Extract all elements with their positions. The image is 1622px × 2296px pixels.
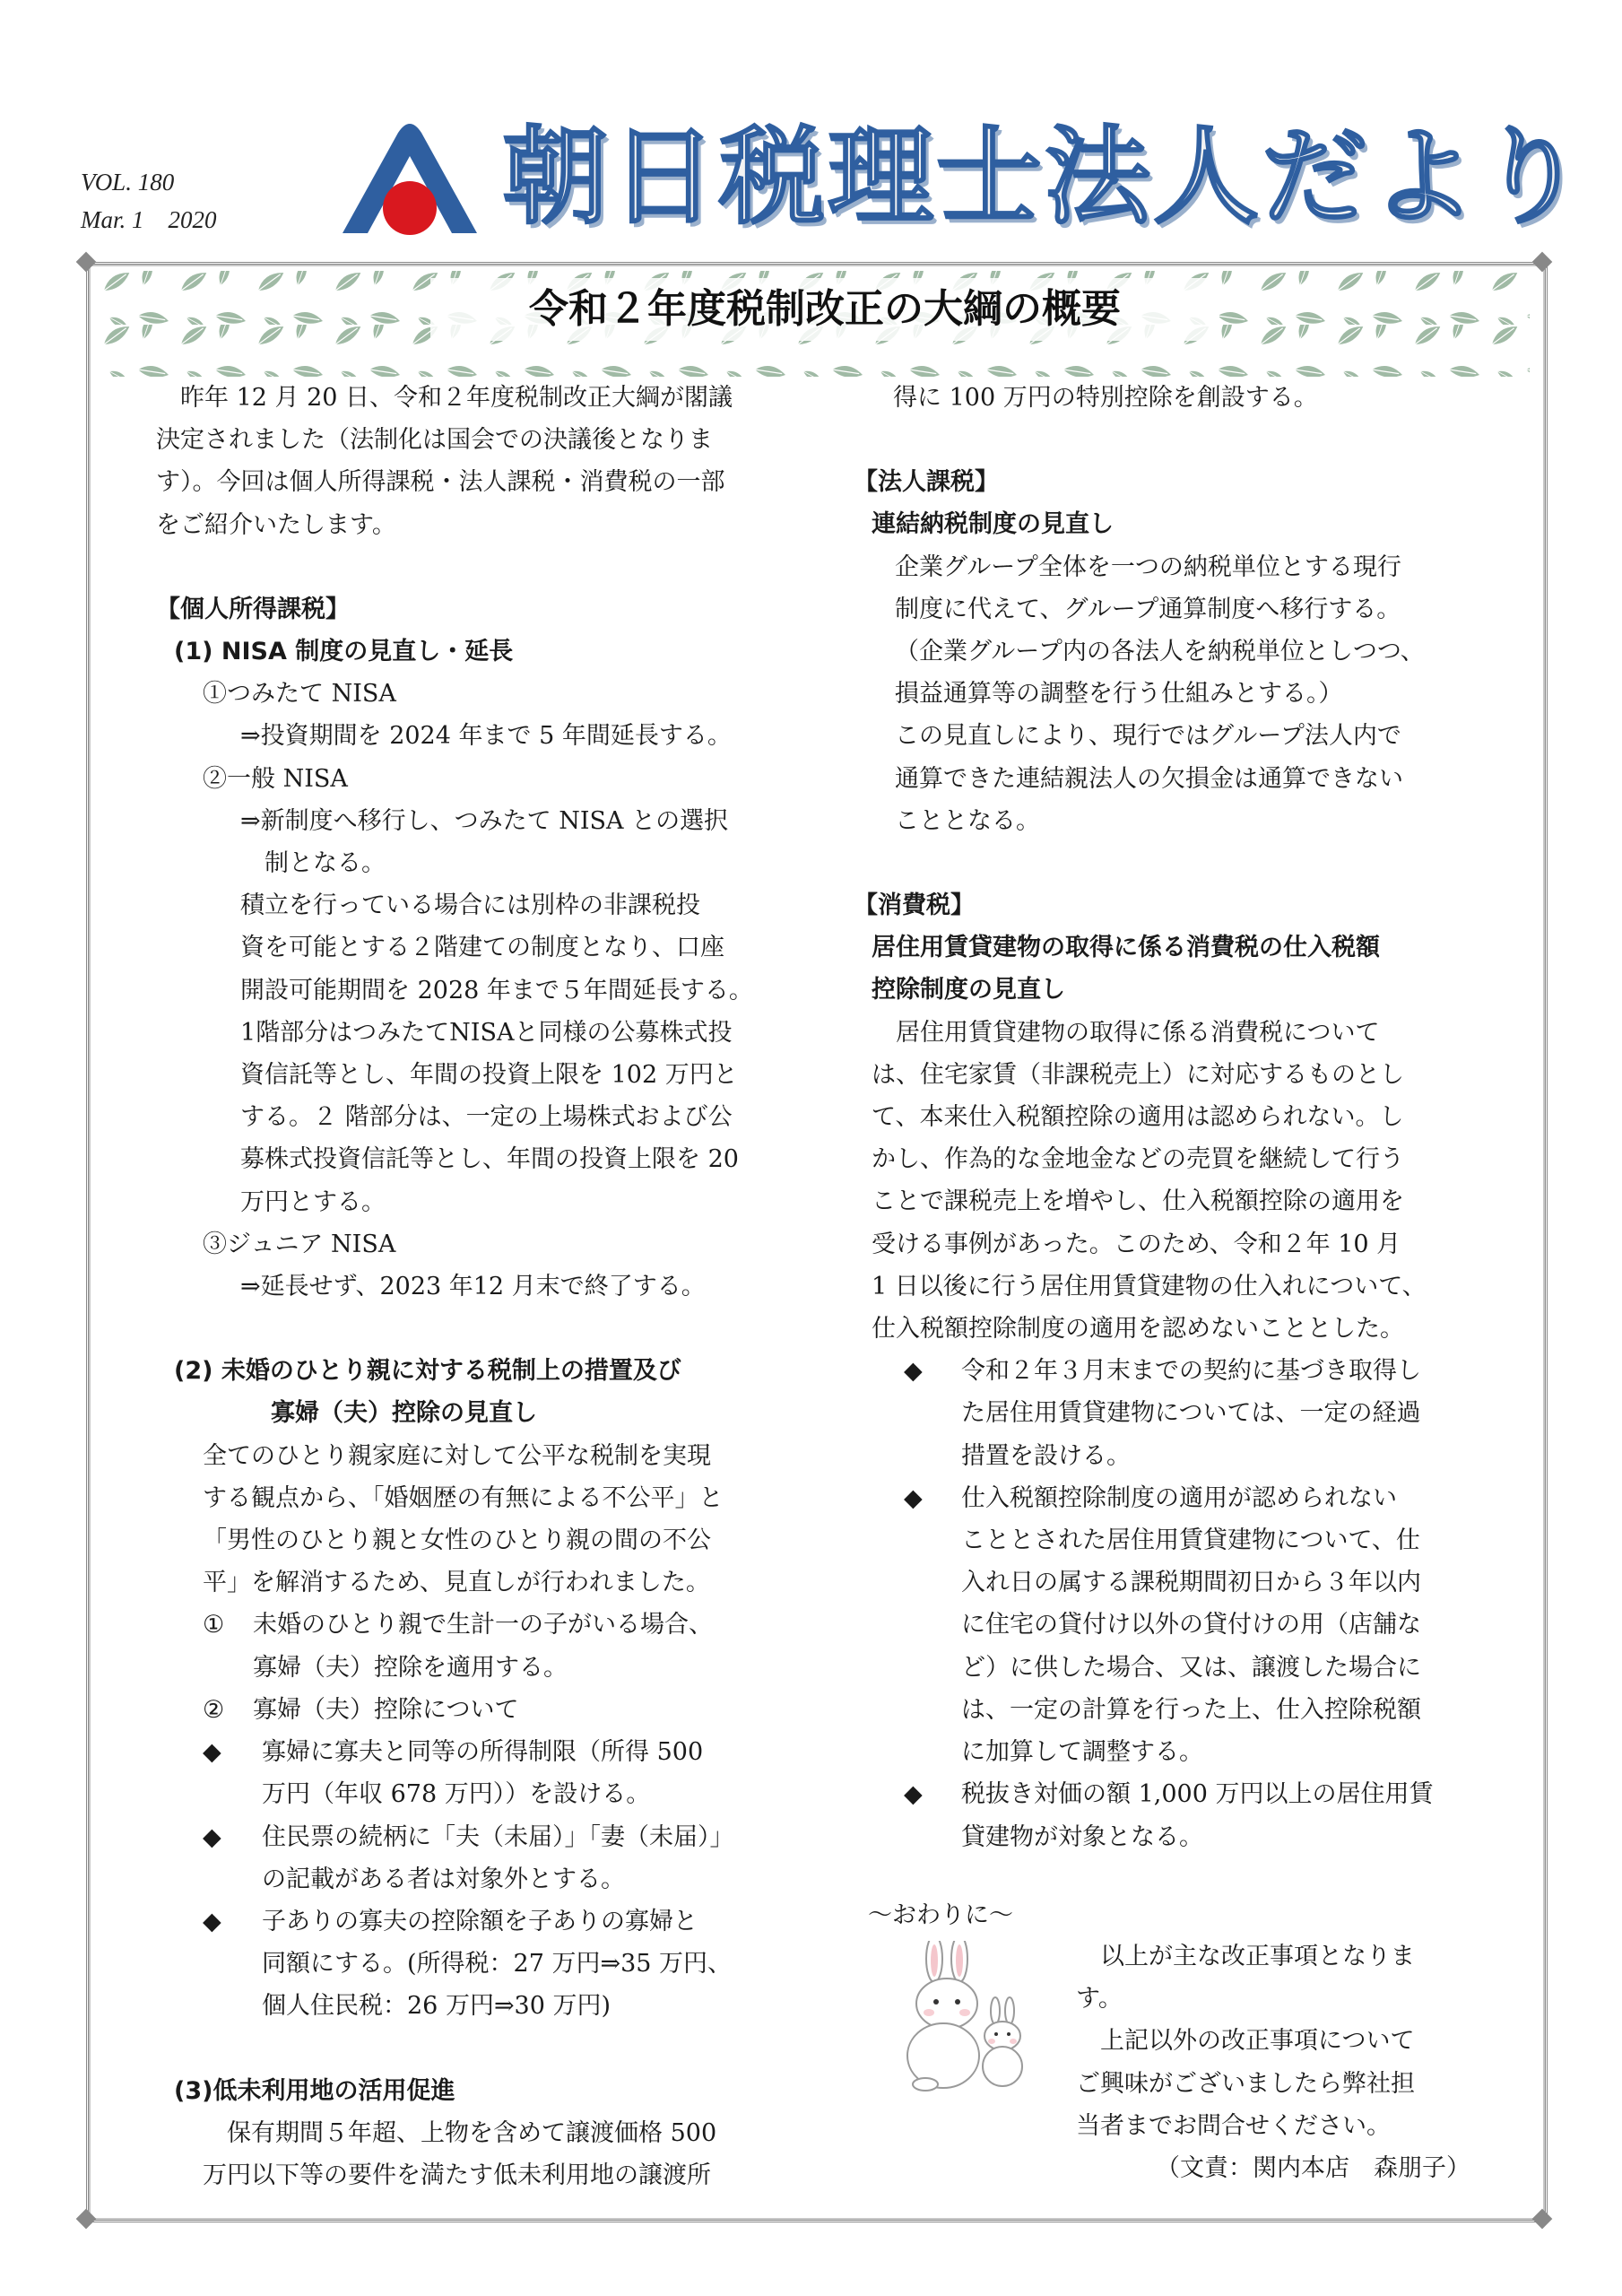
general-nisa-line: 開設可能期間を 2028 年まで５年間延長する。 xyxy=(240,976,753,1004)
low-use-land-heading: (3)低未利用地の活用促進 xyxy=(174,2076,455,2105)
list-item-line: 未婚のひとり親で生計一の子がいる場合、 xyxy=(253,1611,713,1639)
company-logo xyxy=(334,115,486,240)
volume-number: VOL. 180 xyxy=(81,169,175,196)
diamond-bullet-icon: ◆ xyxy=(904,1780,923,1809)
list-item-line: 万円（年収 678 万円））を設ける。 xyxy=(262,1780,651,1809)
consolidated-tax-line: 損益通算等の調整を行う仕組みとする。） xyxy=(895,680,1343,709)
general-nisa-label: ②一般 NISA xyxy=(203,764,348,793)
general-nisa-line: 募株式投資信託等とし、年間の投資上限を 20 xyxy=(240,1145,739,1174)
consumption-tax-heading: 控除制度の見直し xyxy=(872,976,1065,1004)
diamond-bullet-icon: ◆ xyxy=(203,1822,221,1851)
issue-date: Mar. 1 2020 xyxy=(81,206,217,233)
low-use-land-body-line: 万円以下等の要件を満たす低未利用地の譲渡所 xyxy=(203,2161,711,2189)
list-item-line: 令和２年３月末までの契約に基づき取得し xyxy=(961,1357,1421,1386)
list-item-line: た居住用賃貸建物については、一定の経過 xyxy=(961,1399,1421,1428)
consolidated-tax-line: （企業グループ内の各法人を納税単位としつつ、 xyxy=(895,638,1425,666)
tsumitate-nisa-label: ①つみたて NISA xyxy=(203,680,396,709)
consumption-tax-line: ことで課税売上を増やし、仕入税額控除の適用を xyxy=(872,1187,1404,1216)
consolidated-tax-line: 企業グループ全体を一つの納税単位とする現行 xyxy=(895,552,1401,581)
consumption-tax-line: 仕入税額控除制度の適用を認めないこととした。 xyxy=(872,1315,1404,1344)
list-item xyxy=(854,1350,1481,1477)
consumption-tax-line: 居住用賃貸建物の取得に係る消費税について xyxy=(872,1018,1380,1047)
low-use-land-body-cont: 得に 100 万円の特別控除を創設する。 xyxy=(893,384,1318,412)
left-column xyxy=(156,377,776,2196)
junior-nisa-text: ⇒延長せず、2023 年12 月末で終了する。 xyxy=(240,1273,706,1301)
section-title-consumption-tax: 【消費税】 xyxy=(854,891,975,920)
diamond-bullet-icon: ◆ xyxy=(203,1907,221,1935)
diamond-bullet-icon: ◆ xyxy=(904,1483,923,1512)
consolidated-tax-line: 制度に代えて、グループ通算制度へ移行する。 xyxy=(895,595,1401,623)
diamond-bullet-icon: ◆ xyxy=(904,1357,923,1386)
issue-info xyxy=(81,163,217,239)
low-use-land-body-line: 保有期間５年超、上物を含めて譲渡価格 500 xyxy=(203,2118,717,2147)
intro-line: 決定されました（法制化は国会での決議後となりま xyxy=(156,426,713,455)
single-parent-body-line: 全てのひとり親家庭に対して公平な税制を実現 xyxy=(203,1441,711,1470)
list-item-line: 寡婦に寡夫と同等の所得制限（所得 500 xyxy=(262,1738,704,1767)
closing-line: す。 xyxy=(1076,1985,1123,2013)
list-item-line: の記載がある者は対象外とする。 xyxy=(262,1865,625,1893)
closing-title: ～おわりに～ xyxy=(868,1901,1013,1929)
list-item-line: に住宅の貸付け以外の貸付けの用（店舗な xyxy=(961,1611,1421,1639)
section-title-corporate: 【法人課税】 xyxy=(854,468,999,497)
consumption-tax-line: 受ける事例があった。このため、令和２年 10 月 xyxy=(872,1230,1401,1258)
general-nisa-line: ⇒新制度へ移行し、つみたて NISA との選択 xyxy=(240,806,729,835)
list-item-line: 同額にする。(所得税：27 万円⇒35 万円、 xyxy=(262,1950,733,1979)
list-item-line: 住民票の続柄に「夫（未届）」「妻（未届）」 xyxy=(262,1822,734,1851)
list-item-line: 税抜き対価の額 1,000 万円以上の居住用賃 xyxy=(961,1780,1434,1809)
consolidated-tax-line: この見直しにより、現行ではグループ法人内で xyxy=(895,722,1401,751)
single-parent-body-line: 「男性のひとり親と女性のひとり親の間の不公 xyxy=(203,1526,711,1555)
single-parent-body-line: する観点から、「婚姻歴の有無による不公平」と xyxy=(203,1483,724,1512)
list-item-line: 仕入税額控除制度の適用が認められない xyxy=(961,1483,1397,1512)
consumption-tax-line: て、本来仕入税額控除の適用は認められない。し xyxy=(872,1103,1404,1132)
closing-line: 以上が主な改正事項となりま xyxy=(1076,1943,1415,1970)
general-nisa-line: 万円とする。 xyxy=(240,1187,386,1216)
consumption-tax-line: 1 日以後に行う居住用賃貸建物の仕入れについて、 xyxy=(872,1272,1427,1300)
closing-line: 当者までお問合せください。 xyxy=(1076,2111,1391,2140)
intro-line: す）。今回は個人所得課税・法人課税・消費税の一部 xyxy=(156,468,725,497)
list-item xyxy=(156,1816,776,1900)
list-marker: ① xyxy=(203,1611,225,1639)
nisa-heading: (1) NISA 制度の見直し・延長 xyxy=(174,638,514,666)
list-item-line: ど）に供した場合、又は、譲渡した場合に xyxy=(961,1653,1421,1682)
tsumitate-nisa-text: ⇒投資期間を 2024 年まで 5 年間延長する。 xyxy=(240,722,732,751)
consumption-tax-line: は、住宅家賃（非課税売上）に対応するものとし xyxy=(872,1060,1404,1089)
list-item xyxy=(156,1689,776,1731)
right-column xyxy=(854,377,1481,1858)
general-nisa-line: 資信託等とし、年間の投資上限を 102 万円と xyxy=(240,1061,738,1090)
general-nisa-line: 積立を行っている場合には別枠の非課税投 xyxy=(240,891,700,920)
list-item xyxy=(156,1604,776,1688)
general-nisa-line: 制となる。 xyxy=(240,849,386,878)
list-item xyxy=(854,1773,1481,1857)
author-credit: （文責：関内本店 森朋子） xyxy=(1143,2154,1470,2183)
list-item-line: 寡婦（夫）控除を適用する。 xyxy=(253,1653,568,1682)
junior-nisa-label: ③ジュニア NISA xyxy=(203,1230,396,1258)
list-item-line: 子ありの寡夫の控除額を子ありの寡婦と xyxy=(262,1907,698,1935)
intro-line: をご紹介いたします。 xyxy=(156,510,396,539)
single-parent-heading: (2) 未婚のひとり親に対する税制上の措置及び xyxy=(174,1357,681,1386)
newsletter-masthead: 朝日税理士法人だより xyxy=(502,115,1588,239)
list-item xyxy=(156,1900,776,2028)
consolidated-tax-heading: 連結納税制度の見直し xyxy=(872,510,1114,539)
list-item-line: こととされた居住用賃貸建物について、仕 xyxy=(961,1526,1420,1555)
closing-line: 上記以外の改正事項について xyxy=(1076,2027,1415,2056)
list-item xyxy=(156,1731,776,1815)
list-item-line: 貸建物が対象となる。 xyxy=(961,1822,1203,1851)
consolidated-tax-line: こととなる。 xyxy=(895,806,1040,835)
closing-line: ご興味がございましたら弊社担 xyxy=(1076,2069,1415,2098)
general-nisa-line: 1階部分はつみたてNISAと同様の公募株式投 xyxy=(240,1018,733,1047)
article-title: 令和２年度税制改正の大綱の概要 xyxy=(430,278,1219,341)
list-item-line: に加算して調整する。 xyxy=(961,1738,1203,1767)
list-item-line: 入れ日の属する課税期間初日から３年以内 xyxy=(961,1569,1421,1597)
list-marker: ② xyxy=(203,1695,225,1724)
list-item-line: 寡婦（夫）控除について xyxy=(253,1695,519,1724)
consumption-tax-line: かし、作為的な金地金などの売買を継続して行う xyxy=(872,1145,1404,1174)
rabbit-illustration xyxy=(889,1941,1042,2093)
general-nisa-line: する。２ 階部分は、一定の上場株式および公 xyxy=(240,1103,733,1132)
diamond-bullet-icon: ◆ xyxy=(203,1738,221,1767)
closing-body xyxy=(1076,1935,1488,2189)
general-nisa-line: 資を可能とする２階建ての制度となり、口座 xyxy=(240,934,724,962)
list-item-line: 措置を設ける。 xyxy=(961,1441,1131,1470)
list-item-line: は、一定の計算を行った上、仕入控除税額 xyxy=(961,1695,1421,1724)
single-parent-heading-cont: 寡婦（夫）控除の見直し xyxy=(271,1399,537,1428)
consumption-tax-heading: 居住用賃貸建物の取得に係る消費税の仕入税額 xyxy=(872,934,1380,962)
intro-line: 昨年 12 月 20 日、令和２年度税制改正大綱が閣議 xyxy=(156,384,733,412)
single-parent-body-line: 平」を解消するため、見直しが行われました。 xyxy=(203,1569,710,1597)
list-item xyxy=(854,1477,1481,1773)
list-item-line: 個人住民税：26 万円⇒30 万円) xyxy=(262,1992,612,2021)
consolidated-tax-line: 通算できた連結親法人の欠損金は通算できない xyxy=(895,764,1403,793)
section-title-personal-income: 【個人所得課税】 xyxy=(156,595,350,623)
